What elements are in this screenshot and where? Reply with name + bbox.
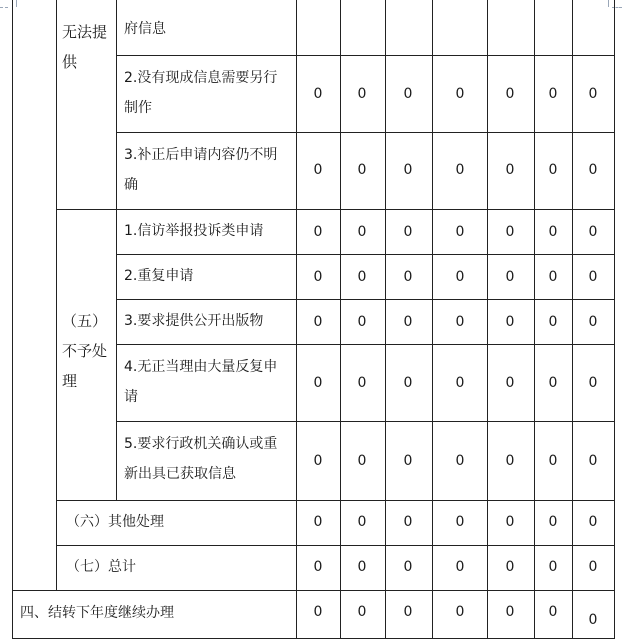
value-cell: 0	[403, 453, 413, 469]
value-cell: 0	[505, 269, 515, 285]
value-cell: 0	[548, 314, 558, 330]
value-cell: 0	[313, 514, 323, 530]
value-cell: 0	[505, 375, 515, 391]
value-cell: 0	[455, 559, 465, 575]
value-cell: 0	[403, 314, 413, 330]
value-cell: 0	[455, 604, 465, 620]
value-cell: 0	[455, 269, 465, 285]
value-cell: 0	[403, 269, 413, 285]
value-cell: 0	[313, 162, 323, 178]
value-cell: 0	[505, 559, 515, 575]
value-cell: 0	[588, 453, 598, 469]
row-label-total: （七）总计	[66, 559, 136, 575]
value-cell: 0	[455, 514, 465, 530]
value-cell: 0	[455, 375, 465, 391]
value-cell: 0	[588, 224, 598, 240]
value-cell: 0	[455, 453, 465, 469]
value-cell: 0	[357, 162, 367, 178]
value-cell: 0	[357, 514, 367, 530]
value-cell: 0	[313, 314, 323, 330]
value-cell: 0	[403, 559, 413, 575]
row-label: 3.补正后申请内容仍不明确	[124, 147, 278, 193]
value-cell: 0	[548, 559, 558, 575]
value-cell: 0	[548, 453, 558, 469]
value-cell: 0	[505, 514, 515, 530]
value-cell: 0	[313, 86, 323, 102]
value-cell: 0	[403, 375, 413, 391]
value-cell: 0	[313, 559, 323, 575]
value-cell: 0	[357, 453, 367, 469]
value-cell: 0	[455, 86, 465, 102]
row-label: 府信息	[124, 21, 166, 37]
value-cell: 0	[403, 162, 413, 178]
value-cell: 0	[505, 86, 515, 102]
value-cell: 0	[403, 224, 413, 240]
value-cell: 0	[357, 375, 367, 391]
value-cell: 0	[313, 604, 323, 620]
row-label-other: （六）其他处理	[66, 514, 164, 530]
value-cell: 0	[505, 604, 515, 620]
value-cell: 0	[455, 314, 465, 330]
row-label: 5.要求行政机关确认或重新出具已获取信息	[124, 436, 278, 482]
corner-mark-right	[608, 0, 617, 7]
row-label: 2.没有现成信息需要另行制作	[124, 70, 278, 116]
value-cell: 0	[455, 162, 465, 178]
value-cell: 0	[548, 269, 558, 285]
value-cell: 0	[313, 453, 323, 469]
value-cell: 0	[588, 314, 598, 330]
value-cell: 0	[588, 86, 598, 102]
value-cell: 0	[505, 224, 515, 240]
value-cell: 0	[313, 375, 323, 391]
group-label-unable-provide: 无法提供	[62, 23, 108, 71]
value-cell: 0	[548, 224, 558, 240]
value-cell: 0	[357, 269, 367, 285]
value-cell: 0	[357, 604, 367, 620]
value-cell: 0	[357, 224, 367, 240]
value-cell: 0	[403, 604, 413, 620]
row-label: 3.要求提供公开出版物	[124, 313, 264, 329]
value-cell: 0	[548, 162, 558, 178]
value-cell: 0	[588, 162, 598, 178]
value-cell: 0	[548, 86, 558, 102]
value-cell: 0	[588, 559, 598, 575]
row-label: 1.信访举报投诉类申请	[124, 223, 264, 239]
value-cell: 0	[505, 162, 515, 178]
value-cell: 0	[313, 269, 323, 285]
row-label: 4.无正当理由大量反复申请	[124, 359, 278, 405]
value-cell: 0	[548, 514, 558, 530]
value-cell: 0	[505, 453, 515, 469]
value-cell: 0	[548, 375, 558, 391]
value-cell: 0	[357, 314, 367, 330]
value-cell: 0	[313, 224, 323, 240]
value-cell: 0	[403, 86, 413, 102]
row-label-carry-over: 四、结转下年度继续办理	[20, 605, 174, 621]
page-top-guide	[0, 7, 8, 8]
row-label: 2.重复申请	[124, 268, 194, 284]
value-cell: 0	[588, 269, 598, 285]
group-label-not-processed: （五）不予处理	[62, 312, 108, 390]
value-cell: 0	[357, 86, 367, 102]
value-cell: 0	[588, 514, 598, 530]
value-cell: 0	[357, 559, 367, 575]
value-cell: 0	[455, 224, 465, 240]
value-cell: 0	[588, 612, 598, 628]
value-cell: 0	[403, 514, 413, 530]
value-cell: 0	[548, 604, 558, 620]
value-cell: 0	[505, 314, 515, 330]
value-cell: 0	[588, 375, 598, 391]
